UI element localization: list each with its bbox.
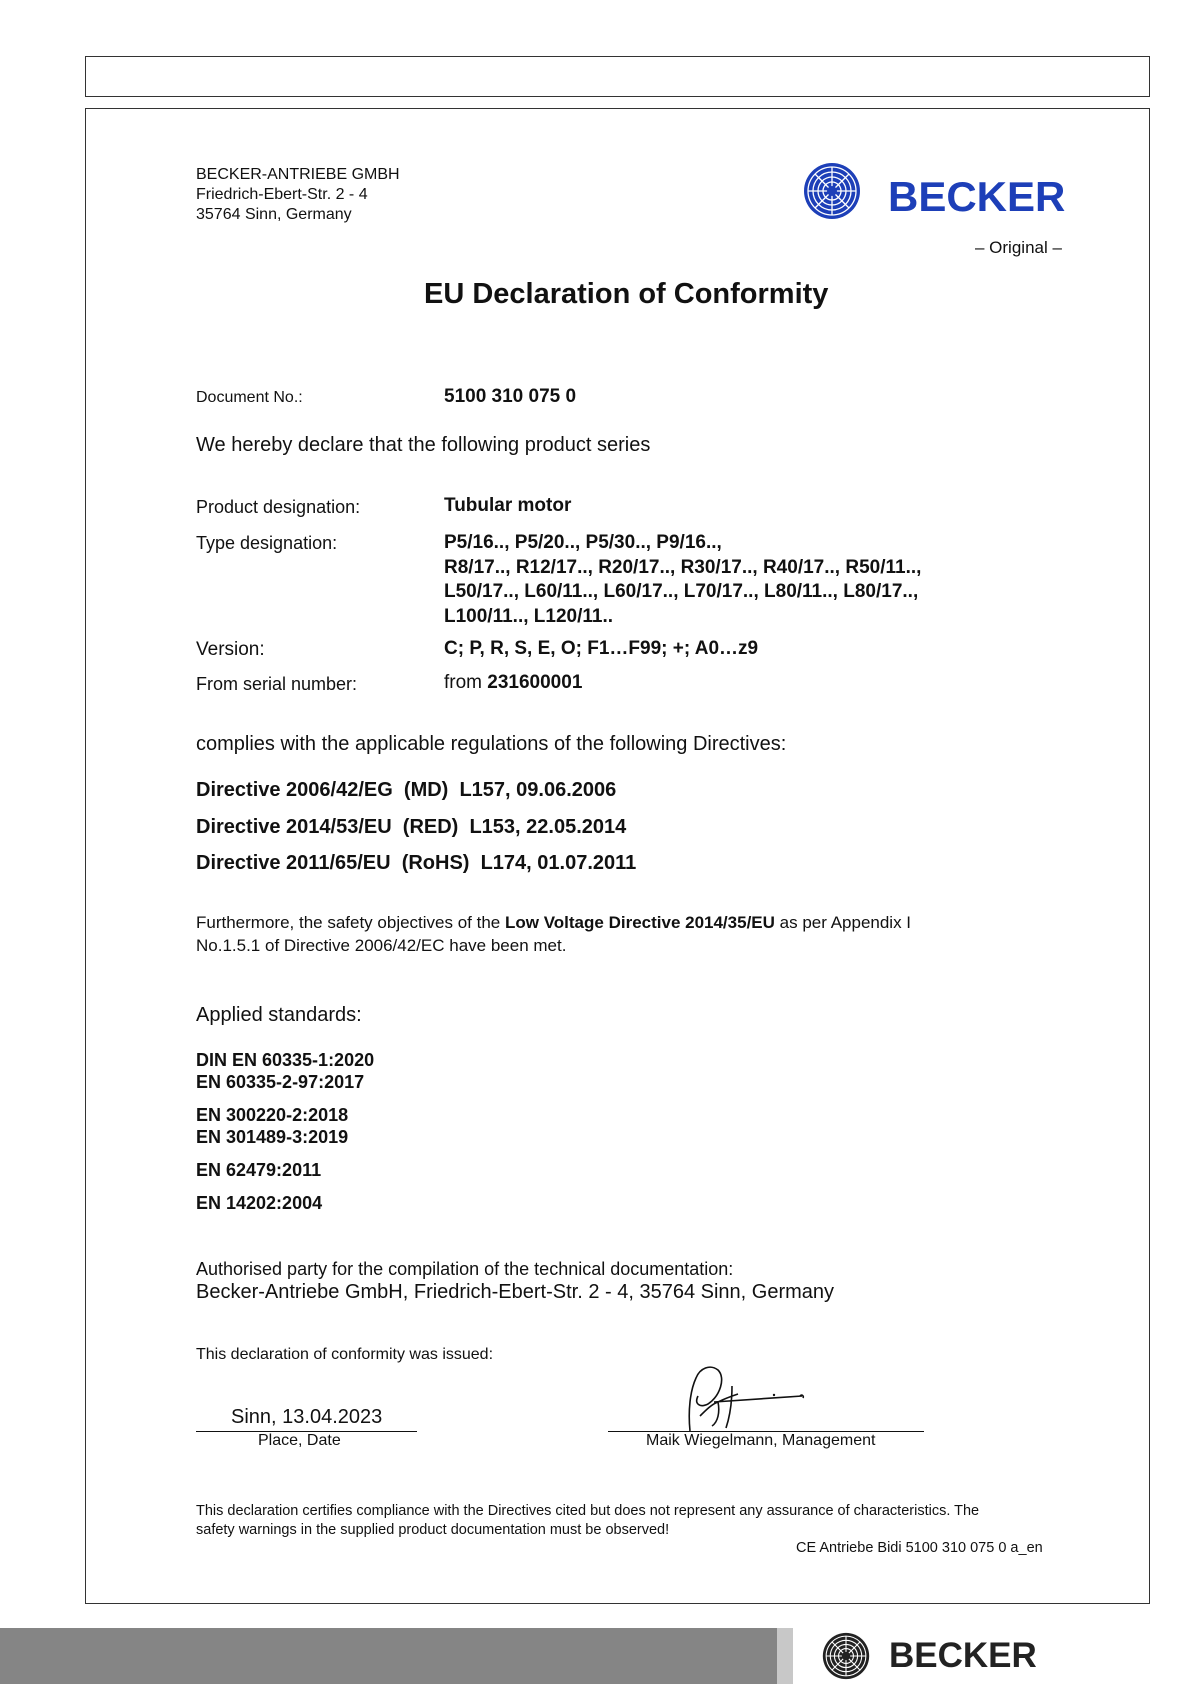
- disclaimer: [196, 1502, 979, 1540]
- version-value: C; P, R, S, E, O; F1…F99; +; A0…z9: [444, 638, 759, 659]
- footer-logo-text: BECKER: [889, 1636, 1037, 1675]
- version-label: Version:: [196, 639, 265, 660]
- signature-image: [660, 1356, 820, 1436]
- directive-item: Directive 2014/53/EU (RED) L153, 22.05.2014: [196, 816, 627, 838]
- authorised-value: Becker-Antriebe GmbH, Friedrich-Ebert-Str. 2 - 4, 35764 Sinn, Germany: [196, 1281, 835, 1303]
- serial-value-row: [444, 672, 582, 694]
- standard-item: EN 62479:2011: [196, 1160, 322, 1180]
- document-reference: CE Antriebe Bidi 5100 310 075 0 a_en: [796, 1540, 1043, 1556]
- becker-logo-text: BECKER: [888, 173, 1066, 220]
- serial-value: 231600001: [487, 672, 583, 693]
- lvd-text-3: No.1.5.1 of Directive 2006/42/EC have been met.: [196, 936, 567, 955]
- lvd-text-2: as per Appendix I: [779, 913, 912, 932]
- standard-item: EN 300220-2:2018: [196, 1105, 349, 1125]
- directive-item: Directive 2011/65/EU (RoHS) L174, 01.07.2011: [196, 852, 637, 874]
- company-name: BECKER-ANTRIEBE GMBH: [196, 166, 400, 183]
- standards-label: Applied standards:: [196, 1004, 362, 1026]
- product-designation-label: Product designation:: [196, 497, 361, 517]
- product-designation-value: Tubular motor: [444, 495, 572, 516]
- type-line: R8/17.., R12/17.., R20/17.., R30/17.., R40/17.., R50/11..,: [444, 556, 922, 578]
- serial-label: From serial number:: [196, 674, 358, 694]
- issued-label: This declaration of conformity was issued:: [196, 1346, 494, 1363]
- becker-fan-icon: [822, 1632, 870, 1680]
- standard-item: EN 60335-2-97:2017: [196, 1072, 365, 1092]
- footer-bar: [0, 1628, 777, 1684]
- becker-fan-icon: [803, 162, 861, 220]
- footer-bar-accent: [777, 1628, 793, 1684]
- type-line: L50/17.., L60/11.., L60/17.., L70/17.., L80/11.., L80/17..,: [444, 581, 919, 602]
- place-date-caption: Place, Date: [258, 1432, 341, 1449]
- original-label: – Original –: [975, 238, 1062, 257]
- place-date-value: Sinn, 13.04.2023: [231, 1406, 383, 1428]
- declare-text: We hereby declare that the following product series: [196, 434, 651, 456]
- lvd-text-1: Furthermore, the safety objectives of the: [196, 913, 501, 932]
- type-line: L100/11.., L120/11..: [444, 605, 614, 627]
- lvd-paragraph: [196, 911, 911, 957]
- standard-item: DIN EN 60335-1:2020: [196, 1050, 375, 1070]
- company-address: [196, 165, 400, 225]
- type-designation-label: Type designation:: [196, 533, 338, 553]
- document-no-label: Document No.:: [196, 389, 303, 406]
- lvd-directive: Low Voltage Directive 2014/35/EU: [505, 913, 775, 932]
- document-no-value: 5100 310 075 0: [444, 386, 577, 407]
- directive-item: Directive 2006/42/EG (MD) L157, 09.06.2006: [196, 779, 617, 801]
- company-city: 35764 Sinn, Germany: [196, 206, 352, 223]
- serial-prefix: from: [444, 672, 482, 693]
- header-frame: [85, 56, 1150, 97]
- disclaimer-line: safety warnings in the supplied product documentation must be observed!: [196, 1522, 670, 1538]
- type-line: P5/16.., P5/20.., P5/30.., P9/16..,: [444, 532, 722, 553]
- type-designation-value: [444, 531, 921, 629]
- standard-item: EN 14202:2004: [196, 1193, 323, 1213]
- signatory-caption: Maik Wiegelmann, Management: [646, 1432, 876, 1449]
- company-street: Friedrich-Ebert-Str. 2 - 4: [196, 186, 368, 203]
- page-title: EU Declaration of Conformity: [424, 278, 829, 310]
- authorised-label: Authorised party for the compilation of the technical documentation:: [196, 1259, 734, 1279]
- disclaimer-line: This declaration certifies compliance with the Directives cited but does not represent any assurance of characteristics. The: [196, 1503, 980, 1519]
- complies-text: complies with the applicable regulations of the following Directives:: [196, 733, 787, 755]
- standard-item: EN 301489-3:2019: [196, 1127, 349, 1147]
